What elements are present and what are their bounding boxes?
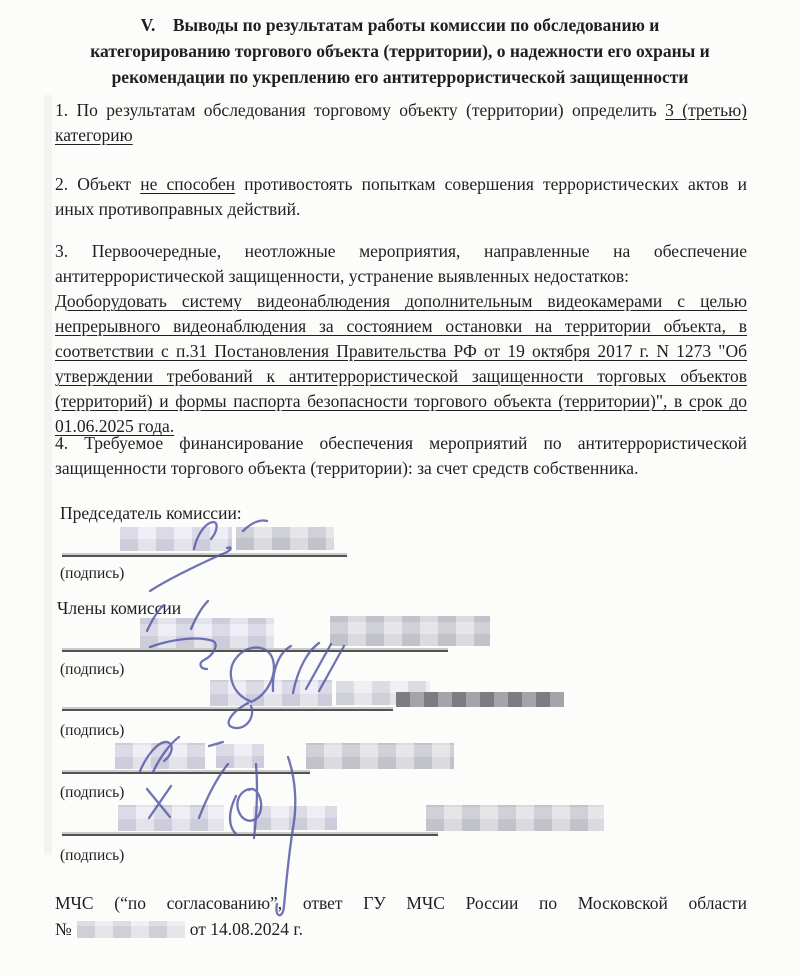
scan-edge-shadow — [44, 95, 52, 855]
handwritten-signature — [140, 520, 344, 915]
signature-line — [62, 555, 347, 557]
signature-line — [62, 772, 310, 774]
redacted-member-name — [216, 744, 264, 768]
paragraph-1 — [55, 98, 747, 148]
signature-caption: (подпись) — [60, 565, 125, 582]
paragraph-3-intro: 3. Первоочередные, неотложные мероприятия, направленные на обеспечение антитеррористической защищенности, устранение выявленных недостатков: — [55, 241, 747, 286]
signature-line — [62, 650, 448, 652]
section-title: V. Выводы по результатам работы комиссии по обследованию и категорированию торгового объекта (территории), о надежности его охраны и рекомендации по укреплению его антитеррористической защищенности — [90, 15, 710, 87]
footer-line-2 — [55, 917, 303, 942]
redacted-member-name — [115, 743, 205, 769]
footer-date: от 14.08.2024 г. — [189, 919, 303, 939]
redacted-member-name — [210, 680, 332, 706]
paragraph-1-text: 1. По результатам обследования торговому объекту (территории) определить — [55, 100, 666, 120]
redacted-member-name — [306, 743, 454, 769]
footer-line-1: МЧС (“по согласованию”, ответ ГУ МЧС России по Московской области — [55, 893, 747, 913]
paragraph-2-underlined: не способен — [140, 174, 236, 194]
paragraph-2-text-after: противостоять попыткам совершения террористических актов и иных противоправных действий. — [55, 174, 747, 219]
signature-caption: (подпись) — [60, 847, 125, 864]
redacted-chairman-name — [236, 527, 334, 550]
signature-line — [62, 709, 393, 711]
redacted-member-name — [396, 692, 564, 707]
paragraph-3 — [55, 239, 747, 439]
paragraph-1-underlined: 3 (третью) категорию — [55, 100, 747, 145]
paragraph-3-underlined: Дооборудовать систему видеонаблюдения дополнительным видеокамерами с целью непрерывного видеонаблюдения за состоянием остановки на территории объекта, в соответствии с п.31 Постановления Правительства РФ от 19 октября 2017 г. N 1273 "Об утверждении требований к антитеррористической защищенности торговых объектов (территорий) и формы паспорта безопасности торгового объекта (территории)", в срок до 01.06.2025 года. — [55, 291, 747, 436]
redacted-member-name — [253, 806, 337, 830]
redacted-chairman-name — [120, 527, 232, 551]
footer-number-prefix: № — [55, 919, 72, 939]
redacted-member-name — [118, 805, 224, 831]
redacted-member-name — [140, 618, 274, 648]
paragraph-4: 4. Требуемое финансирование обеспечения мероприятий по антитеррористической защищенности торгового объекта (территории): за счет средств собственника. — [55, 433, 747, 478]
signature-line — [62, 834, 438, 836]
redacted-member-name — [330, 616, 490, 646]
signature-caption: (подпись) — [60, 784, 125, 801]
signature-caption: (подпись) — [60, 722, 125, 739]
chairman-label: Председатель комиссии: — [60, 503, 242, 523]
paragraph-2-text: 2. Объект — [55, 174, 141, 194]
paragraph-2 — [55, 172, 747, 222]
redacted-member-name — [426, 805, 604, 831]
redacted-document-number — [77, 921, 185, 938]
members-label: Члены комиссии — [57, 598, 182, 618]
signature-caption: (подпись) — [60, 661, 125, 678]
